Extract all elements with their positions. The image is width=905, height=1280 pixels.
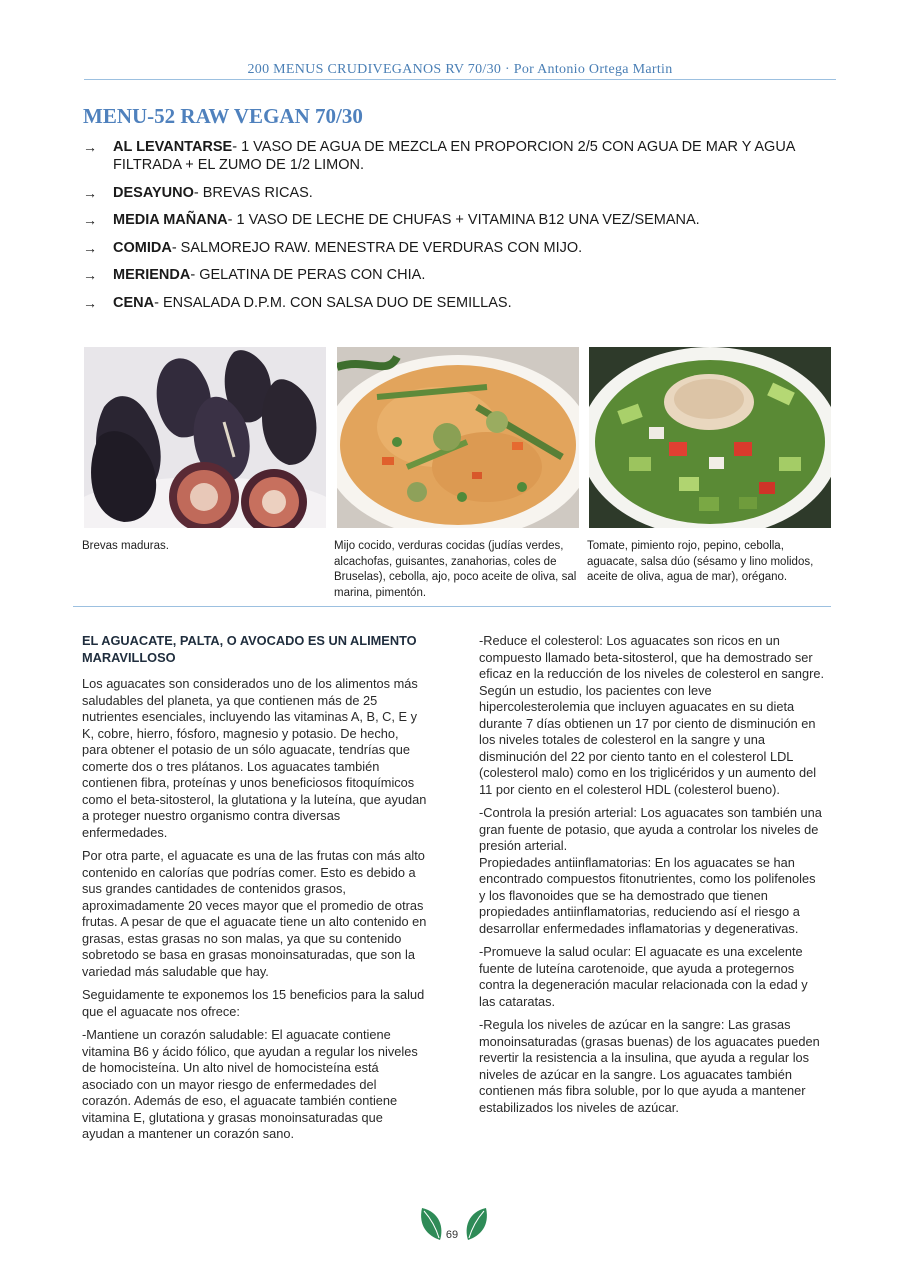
arrow-right-icon: → bbox=[83, 294, 97, 311]
article-paragraph: Propiedades antiinflamatorias: En los aguacates se han encontrado compuestos fitonutrientes, como los polifenoles y los flavonoides que se ha demostrado que tienen propiedades antiinflamatorias, reduciendo así el riesgo a desarrollar enfermedades inflamatorias y degenerativas. bbox=[479, 854, 816, 936]
page-number: 69 bbox=[445, 1229, 459, 1241]
menu-title: MENU-52 RAW VEGAN 70/30 bbox=[83, 104, 363, 128]
arrow-right-icon: → bbox=[83, 212, 97, 228]
article-right-column bbox=[479, 633, 824, 1123]
menu-item-text: - 1 VASO DE AGUA DE MEZCLA EN PROPORCION 2/5 CON AGUA DE MAR Y AGUA FILTRADA + EL ZUMO DE 1/2 LIMON. bbox=[113, 139, 795, 173]
menu-item-label: AL LEVANTARSE bbox=[113, 139, 233, 155]
menu-item-comida bbox=[83, 239, 813, 257]
menu-item-label: MEDIA MAÑANA bbox=[113, 212, 228, 228]
section-divider bbox=[73, 606, 831, 607]
menu-item-text: - ENSALADA D.P.M. CON SALSA DUO DE SEMILLAS. bbox=[154, 294, 512, 311]
menu-item-desayuno bbox=[83, 184, 813, 202]
arrow-right-icon: → bbox=[83, 267, 97, 283]
arrow-right-icon: → bbox=[83, 239, 97, 256]
article-paragraph: Por otra parte, el aguacate es una de las frutas con más alto contenido en calorías que podrías comer. Esto es debido a sus grandes cantidades de contenidos grasos, aproximadamente 20 veces mayor que el promedio de otras frutas. A pesar de que el aguacate tiene un alto contenido en grasas, estas grasas no son malas, ya que su contenido sobretodo se basa en grasas monoinsaturadas, que son la variedad más saludable que hay. bbox=[82, 848, 427, 979]
menu-item-media-manana bbox=[83, 211, 813, 229]
photo-caption: Mijo cocido, verduras cocidas (judías verdes, alcachofas, guisantes, zanahorias, coles de Bruselas), cebolla, ajo, poco aceite de oliva, sal marina, pimentón. bbox=[334, 540, 577, 599]
menu-list bbox=[83, 138, 813, 321]
salad-photo bbox=[589, 347, 831, 528]
menu-item-label: MERIENDA bbox=[113, 267, 191, 283]
article-paragraph: Los aguacates son considerados uno de los alimentos más saludables del planeta, ya que contienen más de 25 nutrientes esenciales, incluyendo las vitaminas A, B, C, E y K, cobre, hierro, fósforo, magnesio y potasio. De hecho, para obtener el potasio de un sólo aguacate, tendrías que comerte dos o tres plátanos. Los aguacates también contienen fibra, proteínas y unos beneficiosos fitoquímicos como el beta-sitosterol, la glutationa y la luteína, que ayudan a proteger nuestro organismo contra diversas enfermedades. bbox=[82, 676, 427, 840]
millet-vegetables-photo bbox=[337, 347, 579, 528]
photo-caption: Tomate, pimiento rojo, pepino, cebolla, aguacate, salsa dúo (sésamo y lino molidos, aceite de oliva, agua de mar), orégano. bbox=[587, 540, 814, 583]
menu-item-label: COMIDA bbox=[113, 239, 172, 256]
article-left-column bbox=[82, 633, 427, 1150]
running-header: 200 MENUS CRUDIVEGANOS RV 70/30 · Por Antonio Ortega Martin bbox=[247, 62, 673, 77]
arrow-right-icon: → bbox=[83, 184, 97, 201]
article-paragraph: -Promueve la salud ocular: El aguacate es una excelente fuente de luteína carotenoide, que ayuda a protegernos contra la degeneración macular relacionada con la edad y las cataratas. bbox=[479, 944, 808, 1009]
header-divider bbox=[84, 79, 836, 80]
menu-item-al-levantarse bbox=[83, 138, 813, 174]
menu-item-text: - GELATINA DE PERAS CON CHIA. bbox=[190, 267, 426, 283]
menu-item-merienda bbox=[83, 266, 813, 284]
photo-caption: Brevas maduras. bbox=[82, 540, 169, 552]
arrow-right-icon: → bbox=[83, 139, 97, 155]
article-paragraph: -Controla la presión arterial: Los aguacates son también una gran fuente de potasio, que ayuda a controlar los niveles de presión arterial. bbox=[479, 805, 822, 853]
article-paragraph: -Reduce el colesterol: Los aguacates son ricos en un compuesto llamado beta-sitosterol, que ha demostrado ser eficaz en la reducción de los niveles de colesterol en sangre. Según un estudio, los pacientes con leve hipercolesterolemia que incluyen aguacates en su dieta durante 7 días obtienen un 17 por ciento de disminución en los niveles totales de colesterol en la sangre y una disminución del 22 por ciento tanto en el colesterol LDL (colesterol malo) como en los triglicéridos y un aumento del 11 por ciento en el colesterol HDL (colesterol bueno). bbox=[479, 633, 825, 797]
figs-photo bbox=[84, 347, 326, 528]
menu-item-label: CENA bbox=[113, 294, 155, 311]
menu-item-label: DESAYUNO bbox=[113, 184, 194, 201]
menu-item-text: - BREVAS RICAS. bbox=[193, 184, 313, 201]
article-paragraph: -Mantiene un corazón saludable: El aguacate contiene vitamina B6 y ácido fólico, que ayudan a regular los niveles de homocisteína. Un alto nivel de homocisteína está asociado con un mayor riesgo de enfermedades del corazón. Además de eso, el aguacate también contiene vitamina E, glutationa y grasas monoinsaturadas que ayudan a mantener un corazón sano. bbox=[82, 1027, 418, 1141]
article-paragraph: -Regula los niveles de azúcar en la sangre: Las grasas monoinsaturadas (grasas buenas) de los aguacates pueden revertir la resistencia a la insulina, que ayuda a regular los niveles de azúcar en la sangre. Los aguacates también contienen más fibra soluble, por lo que ayuda a mantener estabilizados los niveles de azúcar. bbox=[479, 1017, 820, 1115]
menu-item-text: - 1 VASO DE LECHE DE CHUFAS + VITAMINA B12 UNA VEZ/SEMANA. bbox=[227, 212, 700, 228]
menu-item-text: - SALMOREJO RAW. MENESTRA DE VERDURAS CON MIJO. bbox=[171, 239, 583, 256]
article-paragraph: Seguidamente te exponemos los 15 beneficios para la salud que el aguacate nos ofrece: bbox=[82, 987, 425, 1019]
article-heading: EL AGUACATE, PALTA, O AVOCADO ES UN ALIMENTO MARAVILLOSO bbox=[82, 633, 417, 665]
menu-item-cena bbox=[83, 294, 813, 312]
